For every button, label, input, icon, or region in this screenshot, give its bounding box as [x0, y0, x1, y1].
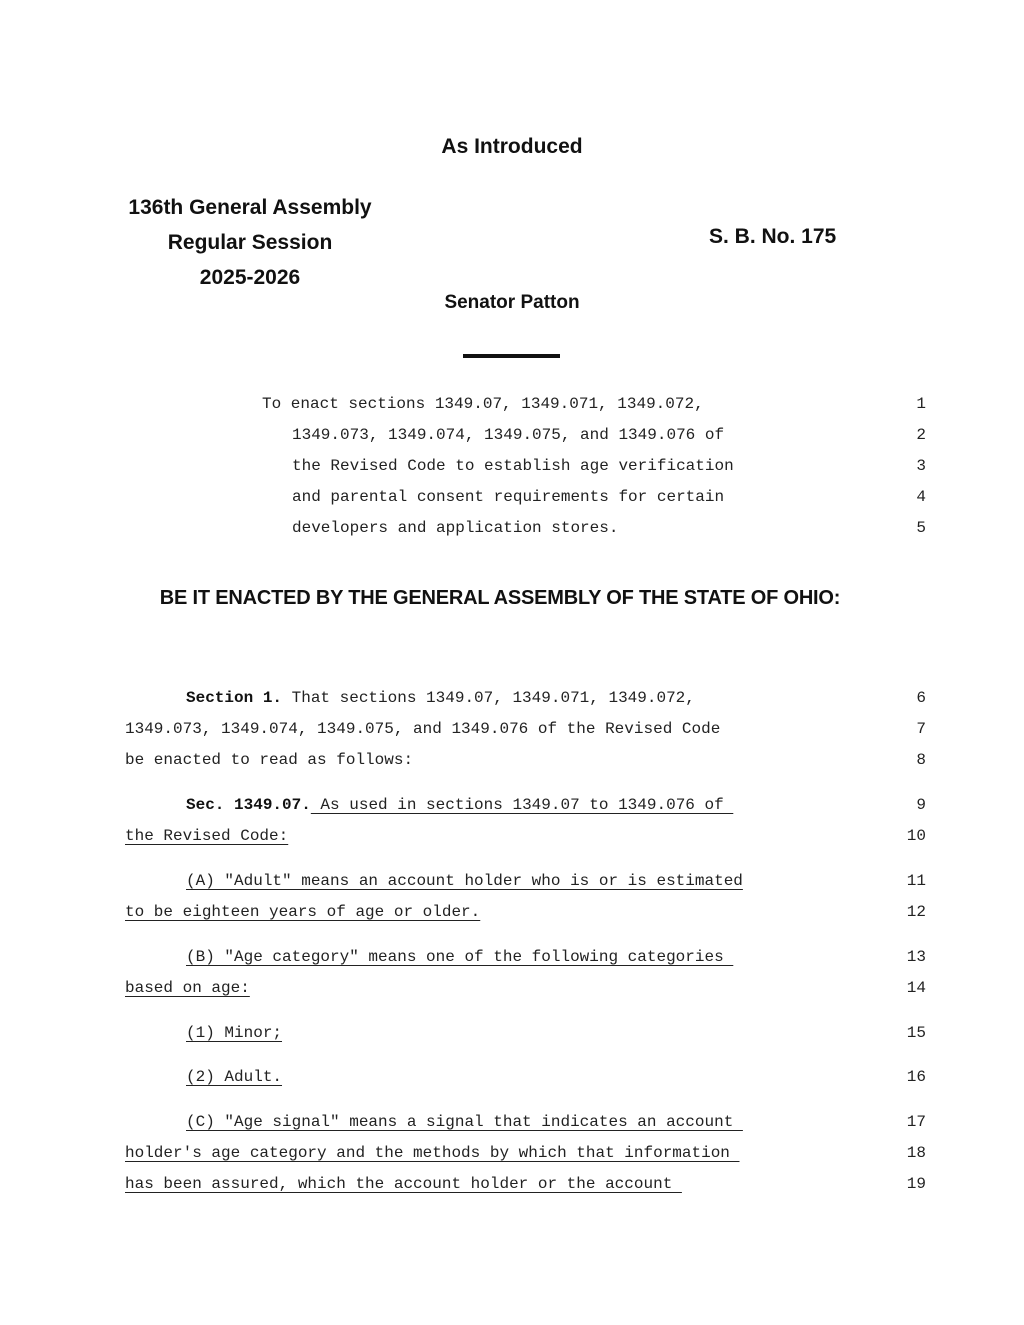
- sec-1349-07-line-1: [186, 795, 733, 815]
- divider-rule: [463, 354, 560, 358]
- assembly-info: [100, 190, 400, 295]
- line-number: 19: [906, 1175, 926, 1193]
- title-line-4: and parental consent requirements for certain: [292, 488, 725, 506]
- line-number: 9: [916, 796, 926, 814]
- session-years: 2025-2026: [199, 266, 301, 289]
- session: Regular Session: [167, 231, 333, 254]
- sec-1349-07-text: As used in sections 1349.07 to 1349.076 of: [310, 796, 734, 814]
- line-number: 10: [906, 827, 926, 845]
- bill-status: As Introduced: [441, 135, 583, 158]
- definition-c-line-1: (C) "Age signal" means a signal that indicates an account: [186, 1113, 743, 1131]
- line-number: 8: [916, 751, 926, 769]
- line-number: 18: [906, 1144, 926, 1162]
- title-line-3: the Revised Code to establish age verification: [292, 457, 734, 475]
- section-1-text: That sections 1349.07, 1349.071, 1349.072,: [282, 689, 695, 707]
- definition-a-line-2: to be eighteen years of age or older.: [125, 903, 481, 921]
- section-1-label: Section 1.: [186, 689, 283, 707]
- bill-number: S. B. No. 175: [709, 225, 837, 248]
- line-number: 5: [916, 519, 926, 537]
- sec-1349-07-line-2: the Revised Code:: [125, 827, 289, 845]
- definition-b-1: (1) Minor;: [186, 1024, 283, 1042]
- sec-1349-07-label: Sec. 1349.07.: [186, 796, 311, 814]
- definition-b-line-1: (B) "Age category" means one of the following categories: [186, 948, 734, 966]
- line-number: 4: [916, 488, 926, 506]
- line-number: 3: [916, 457, 926, 475]
- definition-a-line-1: (A) "Adult" means an account holder who is or is estimated: [186, 872, 743, 890]
- line-number: 2: [916, 426, 926, 444]
- line-number: 15: [906, 1024, 926, 1042]
- line-number: 7: [916, 720, 926, 738]
- line-number: 6: [916, 689, 926, 707]
- line-number: 12: [906, 903, 926, 921]
- sponsor: Senator Patton: [444, 292, 580, 313]
- line-number: 14: [906, 979, 926, 997]
- title-line-5: developers and application stores.: [292, 519, 619, 537]
- title-line-1: To enact sections 1349.07, 1349.071, 1349.072,: [262, 395, 704, 413]
- line-number: 17: [906, 1113, 926, 1131]
- definition-b-line-2: based on age:: [125, 979, 250, 997]
- line-number: 11: [906, 872, 926, 890]
- enacting-clause: BE IT ENACTED BY THE GENERAL ASSEMBLY OF THE STATE OF OHIO:: [159, 587, 841, 609]
- general-assembly: 136th General Assembly: [128, 196, 372, 219]
- title-line-2: 1349.073, 1349.074, 1349.075, and 1349.076 of: [292, 426, 725, 444]
- line-number: 13: [906, 948, 926, 966]
- line-number: 1: [916, 395, 926, 413]
- definition-c-line-3: has been assured, which the account holder or the account: [125, 1175, 682, 1193]
- line-number: 16: [906, 1068, 926, 1086]
- section-1-line-3: be enacted to read as follows:: [125, 751, 414, 769]
- definition-c-line-2: holder's age category and the methods by which that information: [125, 1144, 740, 1162]
- definition-b-2: (2) Adult.: [186, 1068, 283, 1086]
- section-1-line-1: [186, 688, 695, 708]
- section-1-line-2: 1349.073, 1349.074, 1349.075, and 1349.076 of the Revised Code: [125, 720, 721, 738]
